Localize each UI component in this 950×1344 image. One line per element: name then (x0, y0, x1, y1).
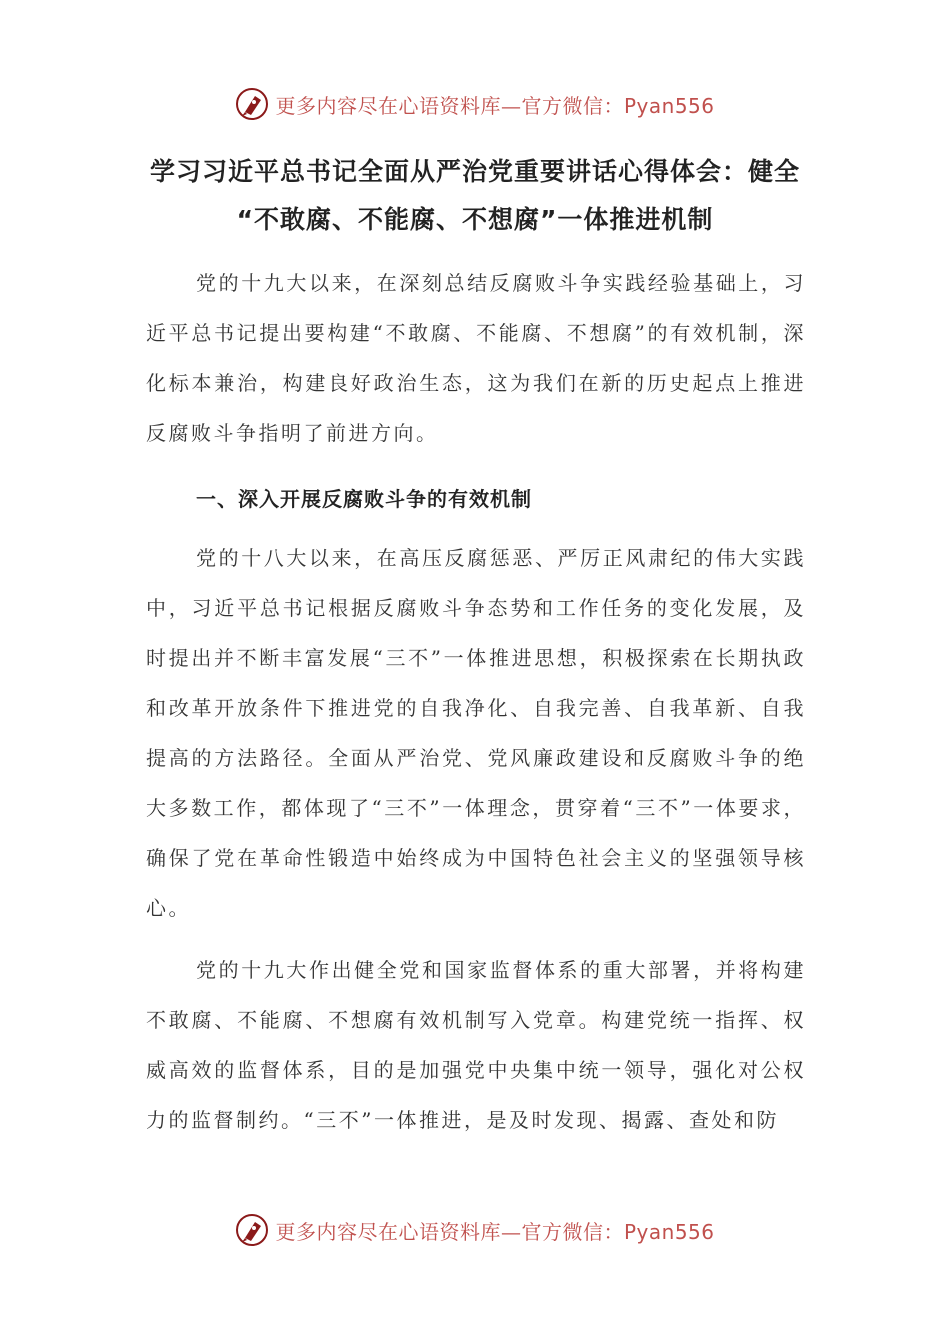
paragraph-body-2: 党的十九大作出健全党和国家监督体系的重大部署，并将构建不敢腐、不能腐、不想腐有效机制写入党章。构建党统一指挥、权威高效的监督体系，目的是加强党中央集中统一领导，强化对公权力的监督制约。“三不”一体推进，是及时发现、揭露、查处和防 (146, 958, 806, 1132)
title-line-2: “不敢腐、不能腐、不想腐”一体推进机制 (236, 205, 714, 234)
pen-nib-logo-icon (235, 1213, 269, 1247)
paragraph-body-1: 党的十八大以来，在高压反腐惩恶、严厉正风肃纪的伟大实践中，习近平总书记根据反腐败斗争态势和工作任务的变化发展，及时提出并不断丰富发展“三不”一体推进思想，积极探索在长期执政和改革开放条件下推进党的自我净化、自我完善、自我革新、自我提高的方法路径。全面从严治党、党风廉政建设和反腐败斗争的绝大多数工作，都体现了“三不”一体理念，贯穿着“三不”一体要求，确保了党在革命性锻造中始终成为中国特色社会主义的坚强领导核心。 (146, 546, 806, 920)
section-heading: 一、深入开展反腐败斗争的有效机制 (196, 487, 532, 511)
paragraph-intro: 党的十九大以来，在深刻总结反腐败斗争实践经验基础上，习近平总书记提出要构建“不敢腐、不能腐、不想腐”的有效机制，深化标本兼治，构建良好政治生态，这为我们在新的历史起点上推进反腐败斗争指明了前进方向。 (146, 271, 806, 445)
header-banner (0, 84, 950, 124)
wechat-id: Pyan556 (623, 93, 715, 118)
title-line-1: 学习习近平总书记全面从严治党重要讲话心得体会：健全 (149, 157, 800, 186)
banner-text: 更多内容尽在心语资料库—官方微信：Pyan556 (275, 1219, 715, 1244)
pen-nib-logo-icon (235, 87, 269, 121)
banner-text: 更多内容尽在心语资料库—官方微信：Pyan556 (275, 93, 715, 118)
wechat-id: Pyan556 (623, 1219, 715, 1244)
page-title (120, 148, 830, 244)
footer-banner (0, 1210, 950, 1250)
